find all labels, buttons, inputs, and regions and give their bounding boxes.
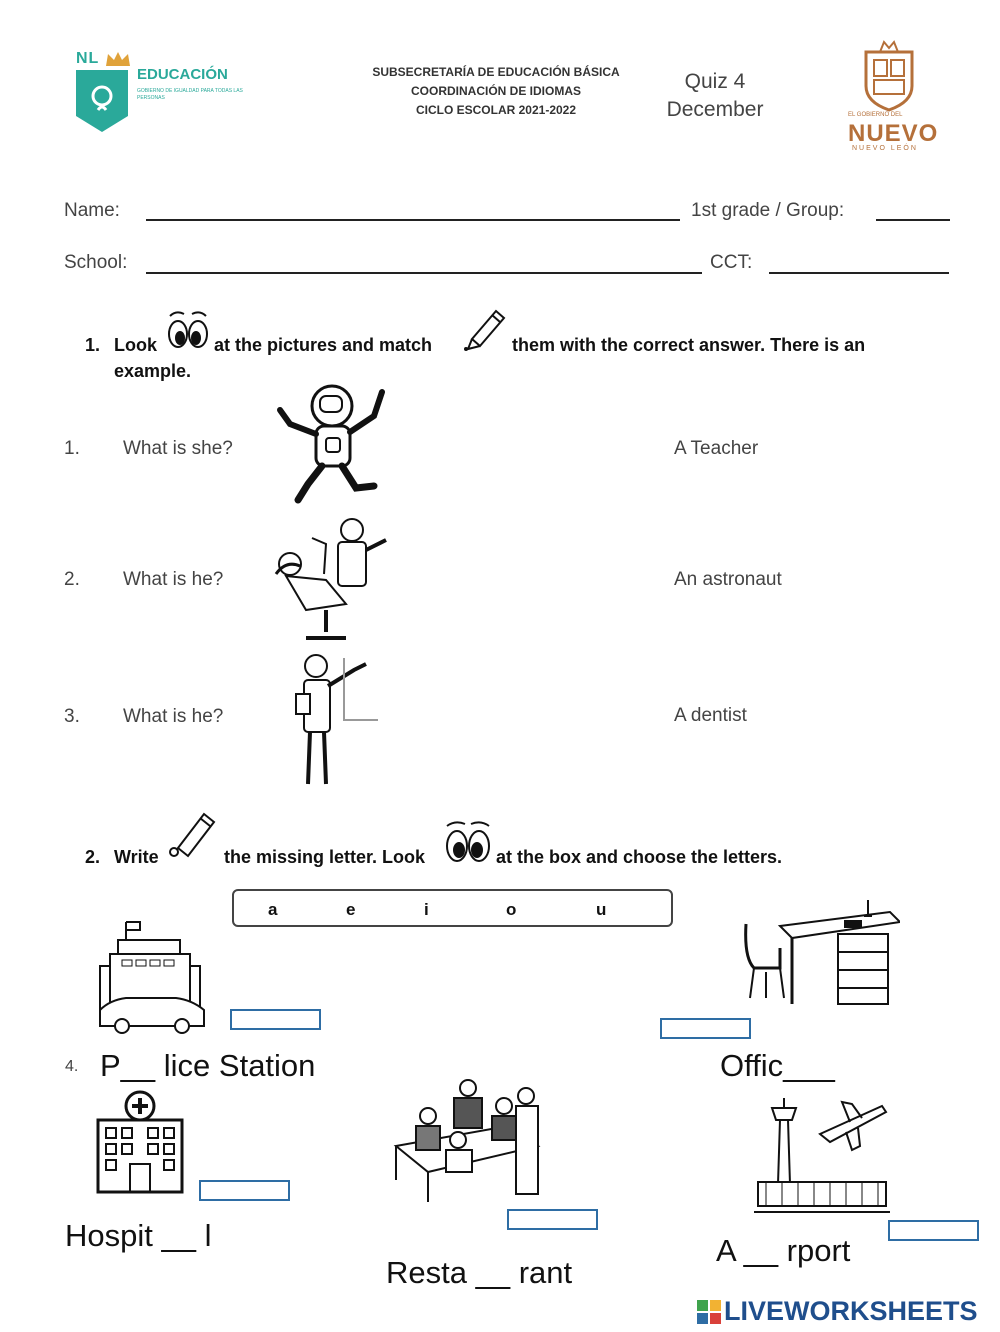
quiz-month: December xyxy=(666,98,764,121)
airport-illustration xyxy=(754,1094,890,1216)
question-2-number: 2. xyxy=(64,569,80,590)
group-line[interactable] xyxy=(876,219,950,221)
item-4-prefix: 4. xyxy=(65,1058,79,1075)
quiz-title xyxy=(655,68,775,124)
pencil-icon-2 xyxy=(168,808,218,860)
question-3-text: What is he? xyxy=(123,706,224,727)
vowel-box xyxy=(232,889,673,927)
restaurant-answer-input[interactable] xyxy=(507,1209,598,1230)
eyes-icon xyxy=(166,308,210,350)
eyes-icon-2 xyxy=(443,818,493,864)
name-label: Name: xyxy=(64,200,120,221)
section1-look: Look xyxy=(114,335,157,355)
question-1-number: 1. xyxy=(64,438,80,459)
word-airport: A __ rport xyxy=(716,1233,851,1268)
question-3-number: 3. xyxy=(64,706,80,727)
nl-label: NL xyxy=(76,50,100,67)
word-police-station: P__ lice Station xyxy=(100,1048,316,1083)
section2-text-a: the missing letter. Look xyxy=(224,847,426,867)
section2-text-b: at the box and choose the letters. xyxy=(496,847,783,867)
vowel-a: a xyxy=(268,900,278,919)
name-line[interactable] xyxy=(146,219,680,221)
police-station-illustration xyxy=(96,918,212,1034)
answer-dentist[interactable]: A dentist xyxy=(674,705,747,726)
vowel-e: e xyxy=(346,900,356,919)
section1-number: 1. xyxy=(85,335,101,355)
header-line-1: SUBSECRETARÍA DE EDUCACIÓN BÁSICA xyxy=(372,65,620,79)
word-restaurant: Resta __ rant xyxy=(386,1255,573,1290)
section2-number: 2. xyxy=(85,847,101,867)
state-crest-icon xyxy=(860,40,918,112)
pencil-icon xyxy=(464,305,510,351)
restaurant-illustration xyxy=(388,1076,558,1206)
gov-small-label: EL GOBIERNO DEL xyxy=(848,112,903,118)
education-subtitle: GOBIERNO DE IGUALDAD PARA TODAS LAS PERSONAS xyxy=(137,88,243,101)
answer-astronaut[interactable]: An astronaut xyxy=(674,569,782,590)
vowel-o: o xyxy=(506,900,517,919)
header-line-3: CICLO ESCOLAR 2021-2022 xyxy=(415,103,577,117)
section1-text-a: at the pictures and match xyxy=(214,335,433,355)
section2-write: Write xyxy=(114,847,159,867)
vowel-u: u xyxy=(596,900,607,919)
hospital-answer-input[interactable] xyxy=(199,1180,290,1201)
hospital-illustration xyxy=(94,1090,186,1194)
answer-teacher[interactable]: A Teacher xyxy=(674,438,759,459)
gov-state-label: NUEVO LEÓN xyxy=(852,145,918,152)
teacher-illustration xyxy=(290,650,380,790)
cct-line[interactable] xyxy=(769,272,949,274)
office-answer-input[interactable] xyxy=(660,1018,751,1039)
airport-answer-input[interactable] xyxy=(888,1220,979,1241)
word-office: Offic___ xyxy=(720,1048,835,1083)
education-shield-logo xyxy=(76,70,128,132)
quiz-number: Quiz 4 xyxy=(684,70,746,93)
cct-label: CCT: xyxy=(710,252,753,273)
section1-text-c: example. xyxy=(114,361,192,381)
question-1-text: What is she? xyxy=(123,438,233,459)
police-answer-input[interactable] xyxy=(230,1009,321,1030)
school-label: School: xyxy=(64,252,128,273)
astronaut-illustration xyxy=(270,380,398,508)
liveworksheets-brand[interactable]: LIVEWORKSHEETS xyxy=(724,1296,978,1326)
crown-icon xyxy=(106,52,130,66)
word-hospital: Hospit __ l xyxy=(65,1218,212,1253)
dentist-illustration xyxy=(266,514,394,646)
question-2-text: What is he? xyxy=(123,569,224,590)
gov-nuevo-label: NUEVO xyxy=(848,120,939,147)
section1-text-b: them with the correct answer. There is an xyxy=(512,335,866,355)
liveworksheets-logo-icon xyxy=(697,1300,721,1324)
education-label: EDUCACIÓN xyxy=(137,66,228,83)
header-line-2: COORDINACIÓN DE IDIOMAS xyxy=(410,84,581,98)
school-line[interactable] xyxy=(146,272,702,274)
vowel-i: i xyxy=(424,900,429,919)
office-desk-illustration xyxy=(740,898,900,1010)
grade-label: 1st grade / Group: xyxy=(691,200,845,221)
